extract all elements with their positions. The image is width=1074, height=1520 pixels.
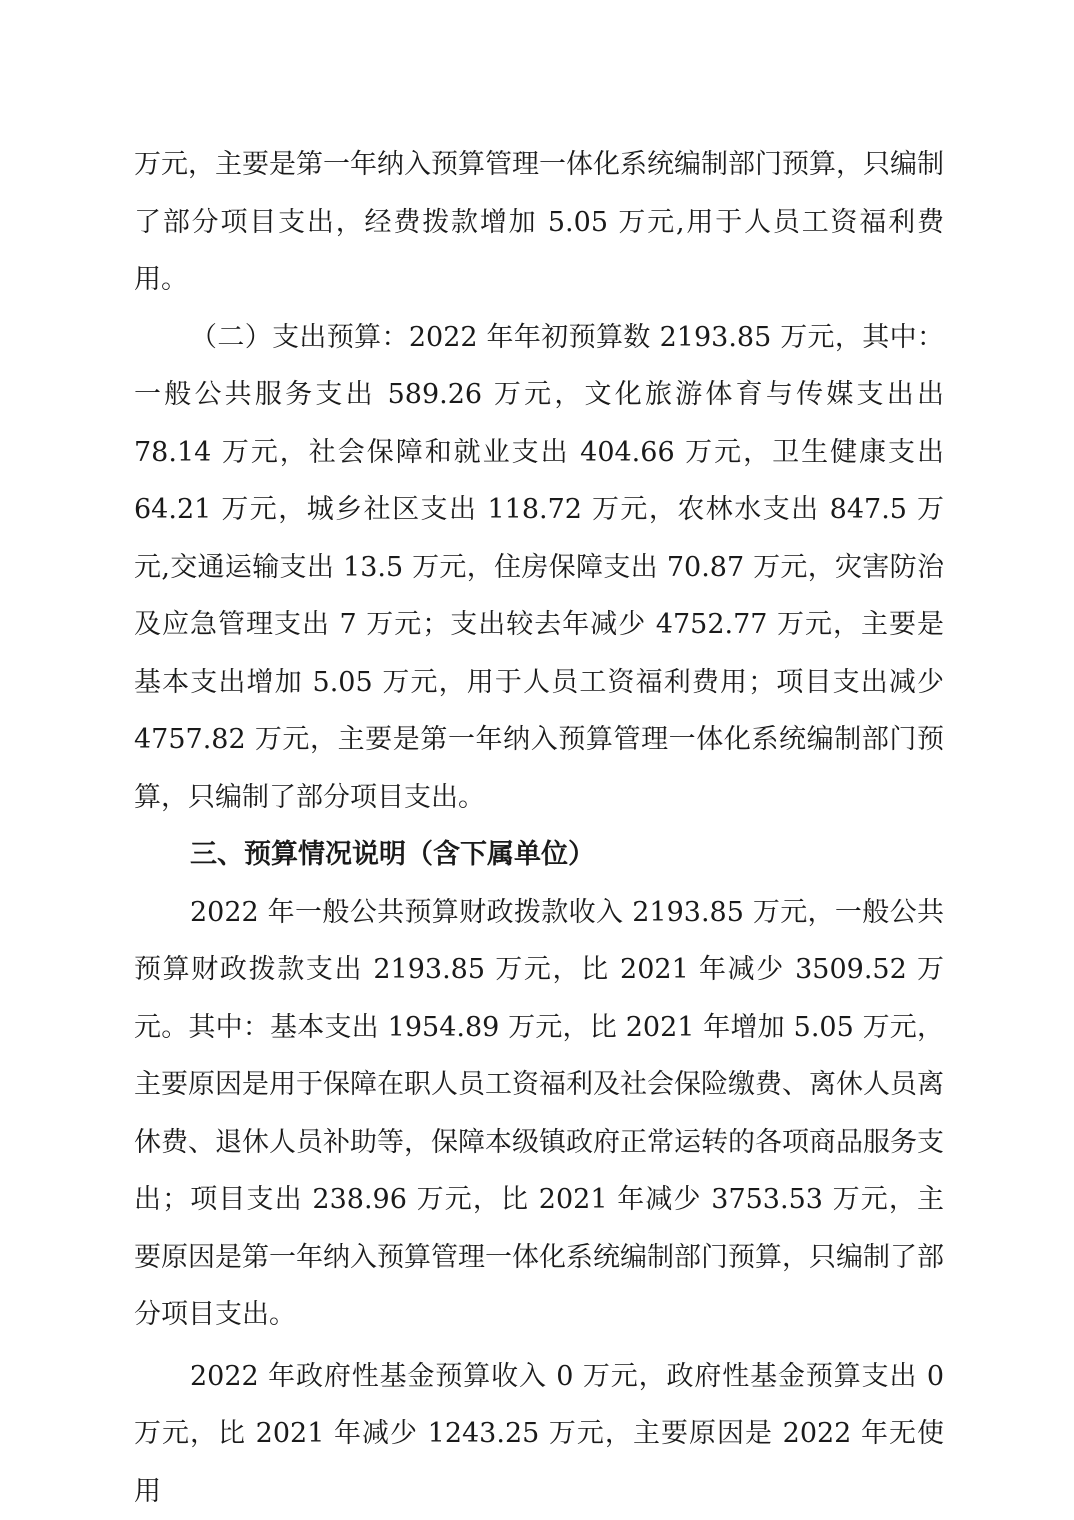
document-body <box>134 136 944 1520</box>
paragraph-general-public-budget: 2022 年一般公共预算财政拨款收入 2193.85 万元，一般公共预算财政拨款支出 2193.85 万元，比 2021 年减少 3509.52 万元。其中：基本支出 1954.89 万元，比 2021 年增加 5.05 万元，主要原因是用于保障在职人员工资福利及社会保险缴费、离休人员离休费、退休人员补助等，保障本级镇政府正常运转的各项商品服务支出；项目支出 238.96 万元，比 2021 年减少 3753.53 万元，主要原因是第一年纳入预算管理一体化系统编制部门预算，只编制了部分项目支出。 <box>134 896 944 1330</box>
paragraph-expenditure-budget: （二）支出预算：2022 年年初预算数 2193.85 万元，其中：一般公共服务支出 589.26 万元，文化旅游体育与传媒支出出 78.14 万元，社会保障和就业支出 404.66 万元，卫生健康支出 64.21 万元，城乡社区支出 118.72 万元，农林水支出 847.5 万元,交通运输支出 13.5 万元，住房保障支出 70.87 万元，灾害防治及应急管理支出 7 万元；支出较去年减少 4752.77 万元，主要是基本支出增加 5.05 万元，用于人员工资福利费用；项目支出减少 4757.82 万元，主要是第一年纳入预算管理一体化系统编制部门预算，只编制了部分项目支出。 <box>134 321 944 813</box>
paragraph-government-fund-budget: 2022 年政府性基金预算收入 0 万元，政府性基金预算支出 0 万元，比 2021 年减少 1243.25 万元，主要原因是 2022 年无使用 <box>134 1360 944 1507</box>
section-heading-budget-explanation: 三、预算情况说明（含下属单位） <box>190 839 595 870</box>
paragraph-continuation: 万元，主要是第一年纳入预算管理一体化系统编制部门预算，只编制了部分项目支出，经费拨款增加 5.05 万元,用于人员工资福利费用。 <box>134 149 944 295</box>
